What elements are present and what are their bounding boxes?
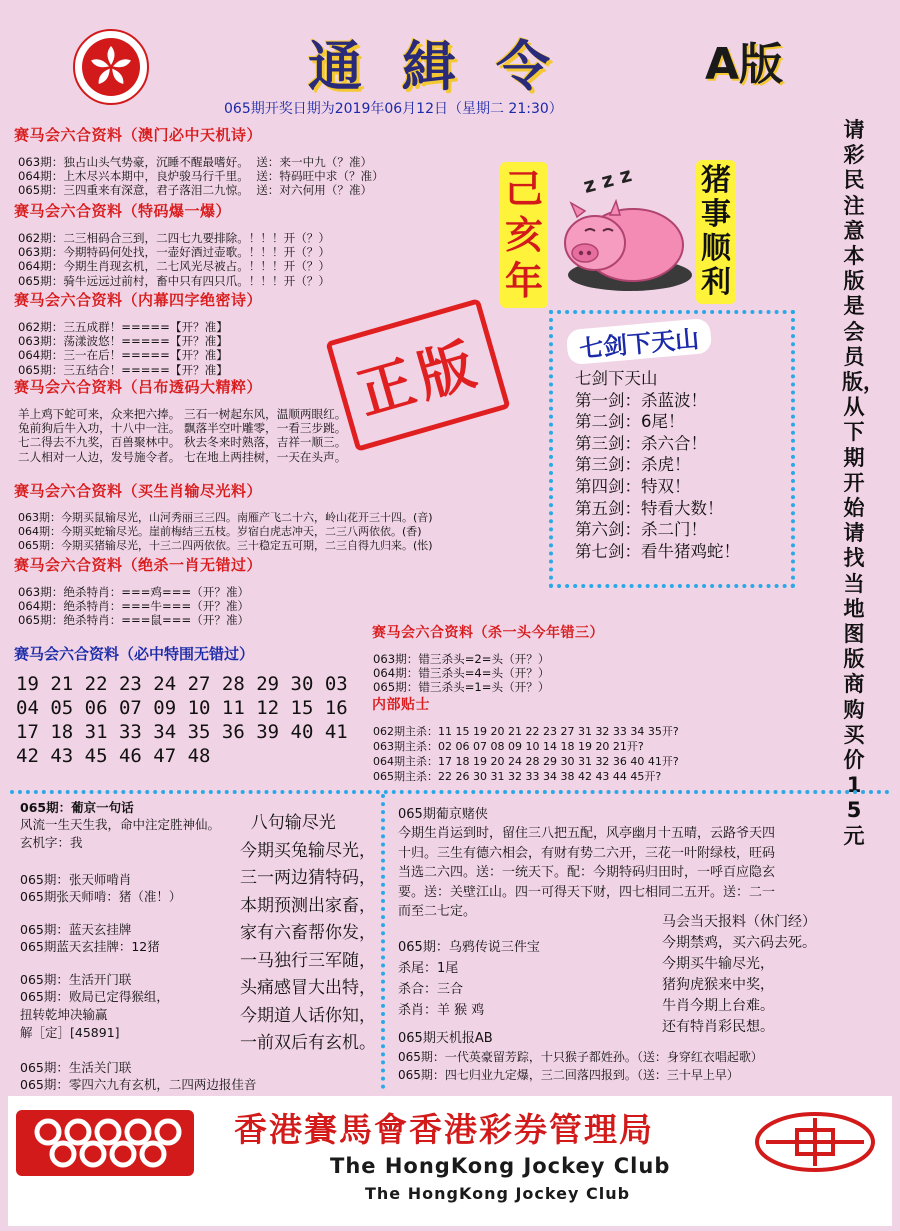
list-item: 065期：败局已定得猴组， [20, 989, 169, 1004]
list-item: 解［定］[45891] [20, 1025, 120, 1040]
page-title: 通緝令 [308, 35, 590, 98]
bottom-dotted-frame [10, 790, 890, 794]
list-item: 063期：荡漾波悠！=====【开？准】 [18, 334, 228, 349]
footer-banner [8, 1096, 892, 1226]
number-grid [16, 672, 348, 768]
list-item: 065期：一代英豪留芳踪，十只猴子都姓孙。（送：身穿红衣唱起歌） [398, 1050, 763, 1064]
list-item: 杀尾：1尾 [398, 961, 459, 976]
number-row: 17 18 31 33 34 35 36 39 40 41 [16, 721, 348, 743]
list-item: 064期：今期买蛇输尽光。崖前梅结三五枝。岁宿白虎志冲天，二三八两依依。(香) [18, 525, 422, 539]
list-item: 还有特肖彩民想。 [662, 1019, 774, 1035]
section-title-four-char-poem: 赛马会六合资料（内幕四字绝密诗） [14, 291, 263, 309]
list-item: 063期：错三杀头=2=头（开？） [373, 652, 550, 666]
seven-swords-box [549, 310, 795, 588]
section-macau-poem-lines [18, 155, 384, 198]
list-item: 063期：绝杀特肖：===鸡===（开？准） [18, 585, 250, 599]
verse-line: 三一两边猜特码， [240, 868, 376, 888]
section-title-special-burst: 赛马会六合资料（特码爆一爆） [14, 202, 232, 220]
good-luck-badge [696, 160, 736, 304]
list-item: 065期：骑牛远远过前村，畜中只有四只爪。！！！开（？） [18, 273, 330, 288]
lottery-logo-right [752, 1108, 878, 1176]
list-item: 兔前狗后牛入功，十八中一注。 飘落半空叶雕零，一看三步跳。 [18, 421, 347, 436]
verse-line: 家有六畜帮你发， [240, 923, 376, 943]
crow-panel [398, 938, 540, 1021]
section-lubu-lines [18, 407, 346, 464]
list-item: 第三剑：杀六合！ [575, 433, 707, 453]
section-title-inside-tips: 内部贴士 [372, 697, 430, 713]
section-title-zodiac-lose: 赛马会六合资料（买生肖输尽光料） [14, 482, 263, 500]
list-item: 064期主杀：17 18 19 20 24 28 29 30 31 32 36 40 41开? [373, 755, 679, 768]
list-item: 065期主杀：22 26 30 31 32 33 34 38 42 43 44 45开? [373, 770, 662, 783]
gambler-text: 而至二七定。 [398, 904, 477, 919]
list-item: 063期：今期买鼠输尽光，山河秀丽三三四。南雁产飞二十六，岭山花开三十四。(音) [18, 511, 433, 524]
footer-chinese-name: 香港賽馬會香港彩券管理局 [234, 1110, 654, 1149]
section-title-kill-zodiac: 赛马会六合资料（绝杀一肖无错过） [14, 556, 263, 574]
section-title-lubu-code: 赛马会六合资料（吕布透码大精粹） [14, 378, 263, 396]
verse-line: 本期预测出家畜， [240, 895, 376, 916]
jockey-club-logo-left [16, 1110, 194, 1176]
list-item: 第七剑：看牛猪鸡蛇！ [575, 541, 740, 561]
gambler-text: 要。送：关壁江山。四一可得天下财，四七相同二五开。送：二一 [398, 884, 776, 900]
list-item: 今期买牛输尽光， [662, 956, 774, 972]
list-item: 065期张天师啃：猪（准！） [20, 889, 182, 904]
number-row: 42 43 45 46 47 48 [16, 745, 211, 767]
list-item: 羊上鸡下蛇可来，众来把六捧。 三石一树起东风，温顺两眼红。 [18, 407, 347, 421]
section-kill-zodiac-lines [18, 585, 249, 628]
list-item: 今期禁鸡，买六码去死。 [662, 935, 816, 951]
list-item: 七剑下天山 [575, 369, 658, 388]
section-title-must-hit: 赛马会六合资料（必中特围无错过） [14, 645, 255, 663]
seven-swords-lines [575, 368, 740, 562]
horse-report-panel [662, 912, 816, 1038]
list-item: 064期：绝杀特肖：===牛===（开？准） [18, 599, 250, 614]
list-item-title: 065期：生活关门联 [20, 1060, 132, 1075]
list-item: 第五剑：特看大数！ [575, 498, 724, 518]
section-four-char-lines [18, 320, 228, 377]
hk-emblem [72, 28, 150, 106]
list-item: 064期：三一在后！=====【开？准】 [18, 348, 228, 363]
good-luck-text: 猪事顺利 [701, 163, 731, 300]
verse-line: 八句输尽光 [240, 813, 336, 833]
section-special-burst-lines [18, 231, 330, 288]
genuine-stamp [325, 298, 510, 452]
verse-line: 今期道人话你知， [240, 1005, 376, 1026]
gambler-text: 今期生肖运到时，留住三八把五配，风亭幽月十五晴，云路爷天四 [398, 826, 776, 841]
list-item: 七二得去不九奖，百兽聚林中。 秋去冬来时熟落，吉祥一顺三。 [18, 435, 347, 450]
gambler-text: 当选二六四。送：一统天下。配：今期特码归田时，一呼百应隐玄 [398, 865, 776, 880]
list-item: 062期主杀：11 15 19 20 21 22 23 27 31 32 33 34 35开? [373, 725, 679, 738]
list-item: 风流一生天生我，命中注定胜神仙。 [20, 817, 221, 832]
list-item: 第一剑：杀蓝波！ [575, 390, 707, 410]
list-item: 第四剑：特双！ [575, 476, 691, 496]
seven-swords-banner: 七剑下天山 [566, 318, 713, 365]
list-item: 第二剑：6尾！ [575, 412, 685, 432]
section-title-macau-poem: 赛马会六合资料（澳门必中天机诗） [14, 126, 263, 144]
list-item: 065期：三五结合！=====【开？准】 [18, 362, 228, 377]
footer-english-name-2: The HongKong Jockey Club [365, 1184, 631, 1203]
number-row: 19 21 22 23 24 27 28 29 30 03 [16, 673, 348, 695]
list-item: 扭转乾坤决输赢 [20, 1007, 108, 1022]
list-item: 065期：三四重来有深意，君子落泪二九惊。 送：对六何用（？准） [18, 183, 373, 198]
list-item: 第六剑：杀二门！ [575, 520, 707, 540]
year-badge [500, 162, 548, 308]
list-item: 065期：今期买猪输尽光，十三二四两依依。三十稳定五可期，二三自得九归来。(怅) [18, 539, 433, 553]
draw-date-line: 065期开奖日期为2019年06月12日（星期二 21:30） [224, 101, 563, 117]
verse-line: 一马独行三军随， [240, 950, 376, 971]
zzz-sleep-icon: z z z [580, 162, 635, 198]
list-item: 063期主杀：02 06 07 08 09 10 14 18 19 20 21开? [373, 740, 644, 753]
bottom-right-panel [398, 806, 888, 922]
list-item-title: 065期：生活开门联 [20, 972, 132, 987]
list-item-title: 065期：张天师啃肖 [20, 872, 132, 887]
verse-line: 头痛感冒大出特， [240, 978, 376, 998]
list-item: 064期：今期生肖现玄机，二七风光尽被占。！！！开（？） [18, 259, 330, 274]
list-item: 065期：绝杀特肖：===鼠===（开？准） [18, 613, 250, 628]
list-item: 牛肖今期上台难。 [662, 998, 774, 1014]
ab-title: 065期天机报AB [398, 1031, 493, 1046]
verse-line: 今期买兔输尽光， [240, 840, 376, 861]
list-item: 063期：今期特码何处找，一壶好酒过壶歌。！！！开（？） [18, 245, 330, 260]
gambler-text: 十归。三生有德六相会，有财有势二六开，三花一叶附绿枝，旺码 [398, 845, 776, 861]
member-edition-notice: 请彩民注意本版是会员版，从下期开始请找当地图版商购买价15元 [842, 118, 884, 848]
list-item: 玄机字：我 [20, 835, 83, 850]
list-item-title: 065期：葡京一句话 [20, 800, 134, 815]
list-item: 065期蓝天玄挂牌：12猪 [20, 939, 160, 954]
number-row: 04 05 06 07 09 10 11 12 15 16 [16, 697, 348, 719]
ab-report-panel [398, 1030, 763, 1084]
gambler-title: 065期葡京赌侠 [398, 807, 488, 822]
edition-label: A版 [705, 39, 784, 90]
list-item: 065期：四七归业九定爆，三二回落四报到。（送：三十早上早） [398, 1068, 739, 1082]
list-item: 杀肖：羊 猴 鸡 [398, 1003, 485, 1018]
list-item-title: 065期：蓝天玄挂牌 [20, 922, 132, 937]
list-item: 杀合：三合 [398, 982, 464, 997]
list-item: 猪狗虎猴来中奖， [662, 977, 774, 993]
verse-line: 一前双后有玄机。 [240, 1033, 376, 1053]
list-item: 065期：零四六九有玄机，二四两边报佳音 [20, 1077, 257, 1092]
list-item: 第三剑：杀虎！ [575, 455, 691, 475]
list-item: 062期：三五成群！=====【开？准】 [18, 320, 228, 334]
section-kill-head-lines [373, 652, 549, 695]
section-inside-tips-lines [373, 724, 679, 784]
stamp-text: 正版 [350, 330, 488, 428]
list-item: 064期：错三杀头=4=头（开？） [373, 666, 550, 681]
year-badge-text: 己亥年 [504, 167, 543, 303]
list-item: 马会当天报料（休门经） [662, 914, 816, 930]
footer-english-name: The HongKong Jockey Club [330, 1154, 671, 1178]
list-item: 064期：上木尽兴本期中，良炉骏马行千里。 送：特码旺中求（？准） [18, 169, 384, 184]
section-zodiac-lose-lines [18, 511, 433, 554]
list-item: 062期：二三相码合三到，二四七九要排除。！！！开（？） [18, 231, 330, 245]
list-item: 二人相对一人边，发号施令者。 七在地上两挂树，一天在头声。 [18, 449, 347, 464]
list-item: 065期：错三杀头=1=头（开？） [373, 680, 550, 695]
crow-title: 065期：乌鸦传说三件宝 [398, 940, 540, 955]
list-item: 063期：独占山头气势豪，沉睡不醒最嗜好。 送：来一中九（？准） [18, 155, 373, 169]
eight-line-verse [240, 810, 376, 1058]
bottom-divider [381, 794, 385, 1089]
section-title-kill-head: 赛马会六合资料（杀一头今年错三） [372, 625, 604, 641]
